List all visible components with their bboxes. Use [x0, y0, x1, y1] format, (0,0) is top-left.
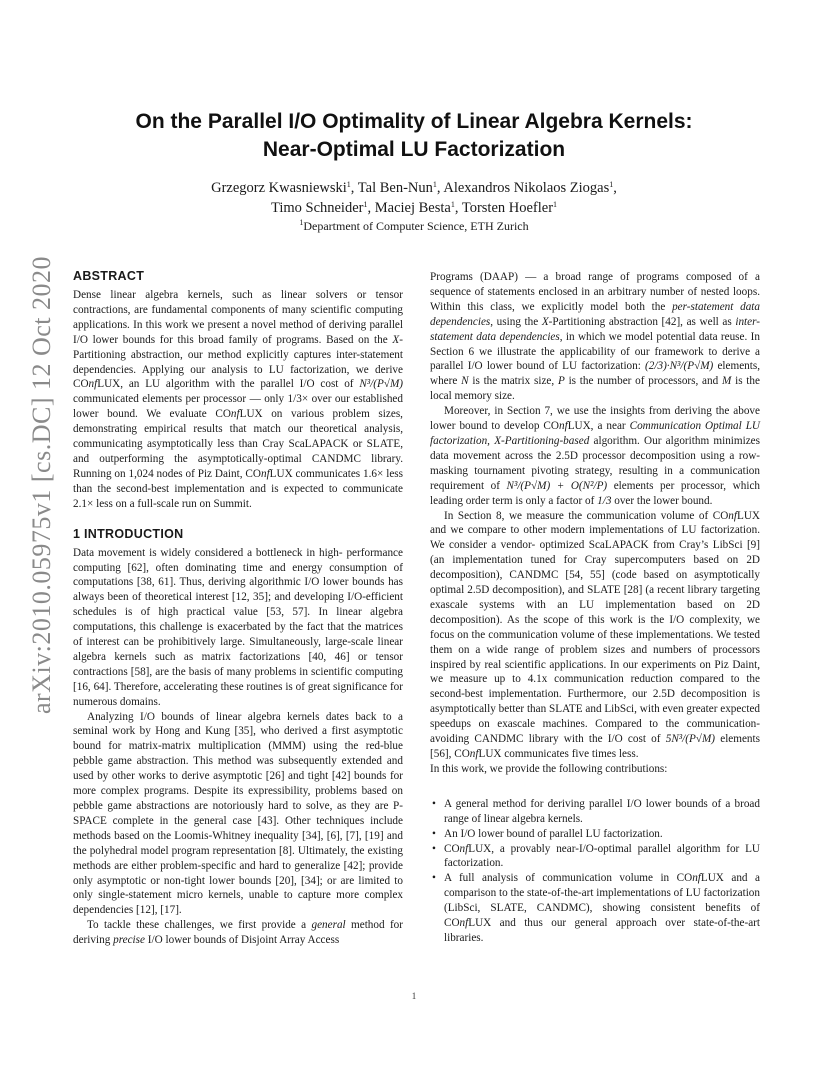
right-paragraph-3: In Section 8, we measure the communication volume of COnfLUX and we compare to other modern implementations of LU factorization. We consider a vendor- optimized ScaLAPACK from Cray’s LibSci [9] (an implementation tuned for Cray supercomputers based on 2D decomposition), CANDMC [54, 55] (code based on asymptotically optimal 2.5D decomposition), and SLATE [28] (a recent library targeting exascale systems with an LU implementation based on 2D decomposition). As the scope of this work is the I/O complexity, we focus on the communication volume of these implementations. We tested them on a wide range of problem sizes and numbers of processors inspired by real scientific applications. In our experiments on Piz Daint, we measure up to 4.1x communication reduction compared to the second-best implementation. Furthermore, our 2.5D decomposition is asymptotically better than SLATE and LibSci, with even greater expected speedups on exascale machines. Compared to the communication-avoiding CANDMC library with the I/O cost of 5N³/(P√M) elements [56], COnfLUX communicates five times less.	[430, 509, 760, 760]
title-line-2: Near-Optimal LU Factorization	[262, 138, 566, 161]
bullet-icon: •	[432, 827, 436, 840]
author-line-2	[120, 198, 708, 218]
right-paragraph-2: Moreover, in Section 7, we use the insights from deriving the above lower bound to develop COnfLUX, a near Communication Optimal LU factorization, X-Partitioning-based algorithm. Our algorithm minimizes data movement across the 2.5D processor decomposition using a row-masking tournament pivoting strategy, resulting in a communication requirement of N³/(P√M) + O(N²/P) elements per processor, which leading order term is only a factor of 1/3 over the lower bound.	[430, 405, 760, 507]
author-name: Alexandros Nikolaos Ziogas	[443, 180, 610, 196]
affiliation-marker: 1	[553, 200, 558, 209]
math-expression: 1/3	[597, 494, 612, 507]
abstract-heading: ABSTRACT	[73, 269, 145, 283]
arxiv-side-stamp	[22, 255, 62, 715]
author-name: Timo Schneider	[270, 200, 364, 216]
affiliation-marker: 1	[432, 180, 437, 189]
paper-title	[80, 108, 748, 164]
affiliation-marker: 1	[450, 200, 455, 209]
affiliation-marker: 1	[363, 200, 368, 209]
bullet-icon: •	[432, 842, 436, 855]
author-name: Torsten Hoefler	[461, 200, 554, 216]
list-item: • COnfLUX, a provably near-I/O-optimal parallel algorithm for LU factorization.	[432, 842, 760, 870]
math-expression: N³/(P√M) + O(N²/P)	[506, 479, 608, 492]
list-item: • A general method for deriving parallel I/O lower bounds of a broad range of linear algebra kernels.	[432, 797, 760, 825]
math-expression: N³/(P√M)	[359, 378, 403, 391]
affiliation-marker: 1	[346, 180, 351, 189]
bullet-icon: •	[432, 872, 436, 885]
author-separator: ,	[350, 180, 358, 196]
author-separator: ,	[367, 200, 375, 216]
author-line-1	[120, 178, 708, 198]
author-name: Grzegorz Kwasniewski	[211, 180, 347, 196]
math-expression: (2/3)·N³/(P√M)	[645, 360, 714, 373]
abstract-paragraph: Dense linear algebra kernels, such as linear solvers or tensor contractions, are fundamental components of many scientific computing applications. In this work we present a novel method of deriving parallel I/O lower bounds for this broad family of programs. Based on the X-Partitioning abstraction, our method explicitly captures inter-statement dependencies. Applying our analysis to LU factorization, we derive COnfLUX, an LU algorithm with the parallel I/O cost of N³/(P√M) communicated elements per processor — only 1/3× over our established lower bound. We evaluate COnfLUX on various problem sizes, demonstrating empirical results that match our theoretical analysis, communicating asymptotically less than Cray ScaLAPACK or SLATE, and outperforming the asymptotically-optimal CANDMC library. Running on 1,024 nodes of Piz Daint, COnfLUX communicates 1.6× less than the second-best implementation and is expected to communicate 2.1× less on a full-scale run on Summit.	[73, 289, 403, 510]
author-name: Tal Ben-Nun	[357, 180, 433, 196]
author-separator: ,	[436, 180, 444, 196]
list-item: • An I/O lower bound of parallel LU factorization.	[432, 827, 663, 840]
page-number: 1	[411, 991, 417, 1001]
affiliation-marker: 1	[609, 180, 614, 189]
author-list	[120, 178, 708, 218]
right-paragraph-1: Programs (DAAP) — a broad range of programs composed of a sequence of statements enclosed in an arbitrary number of nested loops. Within this class, we explicitly model both the per-statement data dependencies, using the X-Partitioning abstraction [42], as well as inter-statement data dependencies, in which we model potential data reuse. In Section 6 we illustrate the applicability of our framework to derive a parallel I/O lower bound of LU factorization: (2/3)·N³/(P√M) elements, where N is the matrix size, P is the number of processors, and M is the local memory size.	[430, 271, 761, 403]
right-paragraph-4: In this work, we provide the following contributions:	[430, 762, 668, 775]
left-column	[73, 268, 403, 948]
intro-paragraph-1: Data movement is widely considered a bottleneck in high- performance computing [62], often dominating time and energy consumption of computations [38, 61]. Thus, deriving algorithmic I/O lower bounds has always been of theoretical interest [12, 35]; and developing I/O-efficient schedules is of high practical value [53, 57]. In linear algebra computations, this challenge is exacerbated by the fact that the matrices of interest can be prohibitively large. Simultaneously, large-scale linear algebra kernels such as matrix factorizations [40, 46] or tensor contractions [58], are the basis of many problems in scientific computing [16, 64]. Therefore, accelerating these routines is of great significance for numerous domains.	[73, 546, 403, 708]
intro-paragraph-3: To tackle these challenges, we first provide a general method for deriving precise I/O lower bounds of Disjoint Array Access	[73, 919, 403, 947]
list-item: • A full analysis of communication volume in COnfLUX and a comparison to the state-of-the-art implementations of LU factorization (LibSci, SLATE, CANDMC), showing consistent benefits of COnfLUX and thus our general approach over state-of-the-art libraries.	[432, 872, 760, 944]
author-separator: ,	[613, 180, 617, 196]
intro-paragraph-2: Analyzing I/O bounds of linear algebra kernels dates back to a seminal work by Hong and Kung [35], who derived a first asymptotic bound for matrix-matrix multiplication (MMM) using the red-blue pebble game abstraction. This method was subsequently extended and used by other works to derive asymptotic [26] and tight [42] bounds for more complex programs. Despite its expressibility, problems based on pebble game abstractions are notoriously hard to solve, as they are P-SPACE complete in the general case [43]. Other techniques include methods based on the Loomis-Whitney inequality [34], [6], [7], [19] and the polyhedral model program representation [8]. Ultimately, the existing methods are either problem-specific and hard to generalize [42]; provide only asymptotic or non-tight lower bounds [20], [34]; or are limited to only single-statement micro kernels, unable to capture more complex dependencies [12], [17].	[73, 710, 403, 917]
arxiv-identifier: arXiv:2010.05975v1 [cs.DC] 12 Oct 2020	[27, 255, 56, 715]
title-line-1: On the Parallel I/O Optimality of Linear Algebra Kernels:	[135, 110, 693, 133]
affiliation-marker: 1	[299, 218, 304, 227]
author-separator: ,	[454, 200, 462, 216]
contributions-list	[430, 797, 760, 946]
bullet-icon: •	[432, 797, 436, 810]
introduction-heading: 1 INTRODUCTION	[73, 526, 184, 541]
author-name: Maciej Besta	[374, 200, 451, 216]
affiliation	[120, 218, 708, 234]
math-expression: 5N³/(P√M)	[665, 733, 715, 746]
right-column	[430, 270, 760, 946]
affiliation-text: Department of Computer Science, ETH Zurich	[303, 219, 529, 233]
